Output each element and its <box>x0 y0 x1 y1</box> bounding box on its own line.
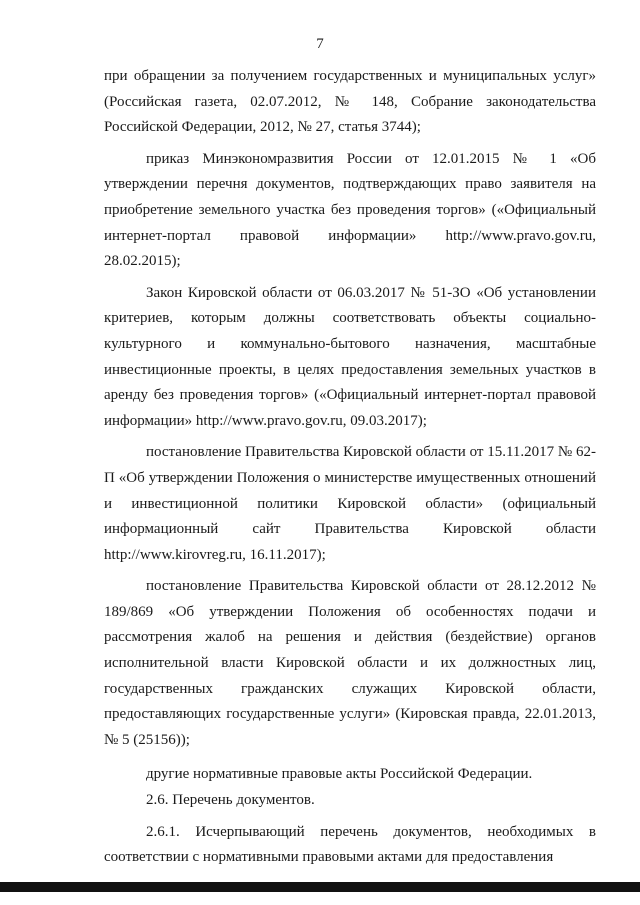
paragraph-resolution-62p: постановление Правительства Кировской области от 15.11.2017 № 62-П «Об утверждении Положения о министерстве имущественных отношений и инвестиционной политики Кировской области» (официальный информационный сайт Правительства Кировской области http://www.kirovreg.ru, 16.11.2017); <box>104 444 596 563</box>
paragraph-other-acts: другие нормативные правовые акты Российской Федерации. <box>146 766 533 783</box>
section-heading-2-6: 2.6. Перечень документов. <box>146 792 315 809</box>
document-body <box>104 64 596 871</box>
paragraph-resolution-189-869: постановление Правительства Кировской области от 28.12.2012 № 189/869 «Об утверждении Положения об особенностях подачи и рассмотрения жалоб на решения и действия (бездействие) органов исполнительной власти Кировской области и их должностных лиц, государственных гражданских служащих Кировской области, предоставляющих государственные услуги» (Кировская правда, 22.01.2013, № 5 (25156)); <box>104 578 596 748</box>
paragraph-2-6-1: 2.6.1. Исчерпывающий перечень документов, необходимых в соответствии с нормативными правовыми актами для предоставления <box>104 823 596 866</box>
paragraph-kirov-law: Закон Кировской области от 06.03.2017 № 51-ЗО «Об установлении критериев, которым должны соответствовать объекты социально-культурного и коммунально-бытового назначения, масштабные инвестиционные проекты, в целях предоставления земельных участков в аренду без проведения торгов» («Официальный интернет-портал правовой информации» http://www.pravo.gov.ru, 09.03.2017); <box>104 284 596 429</box>
page-number: 7 <box>316 36 324 52</box>
paragraph-law-continuation: при обращении за получением государственных и муниципальных услуг» (Российская газета, 02.07.2012, № 148, Собрание законодательства Российской Федерации, 2012, № 27, статья 3744); <box>104 68 596 136</box>
paragraph-order-minecon: приказ Минэкономразвития России от 12.01.2015 № 1 «Об утверждении перечня документов, подтверждающих право заявителя на приобретение земельного участка без проведения торгов» («Официальный интернет-портал правовой информации» http://www.pravo.gov.ru, 28.02.2015); <box>104 150 596 270</box>
bottom-scan-edge <box>0 882 640 892</box>
